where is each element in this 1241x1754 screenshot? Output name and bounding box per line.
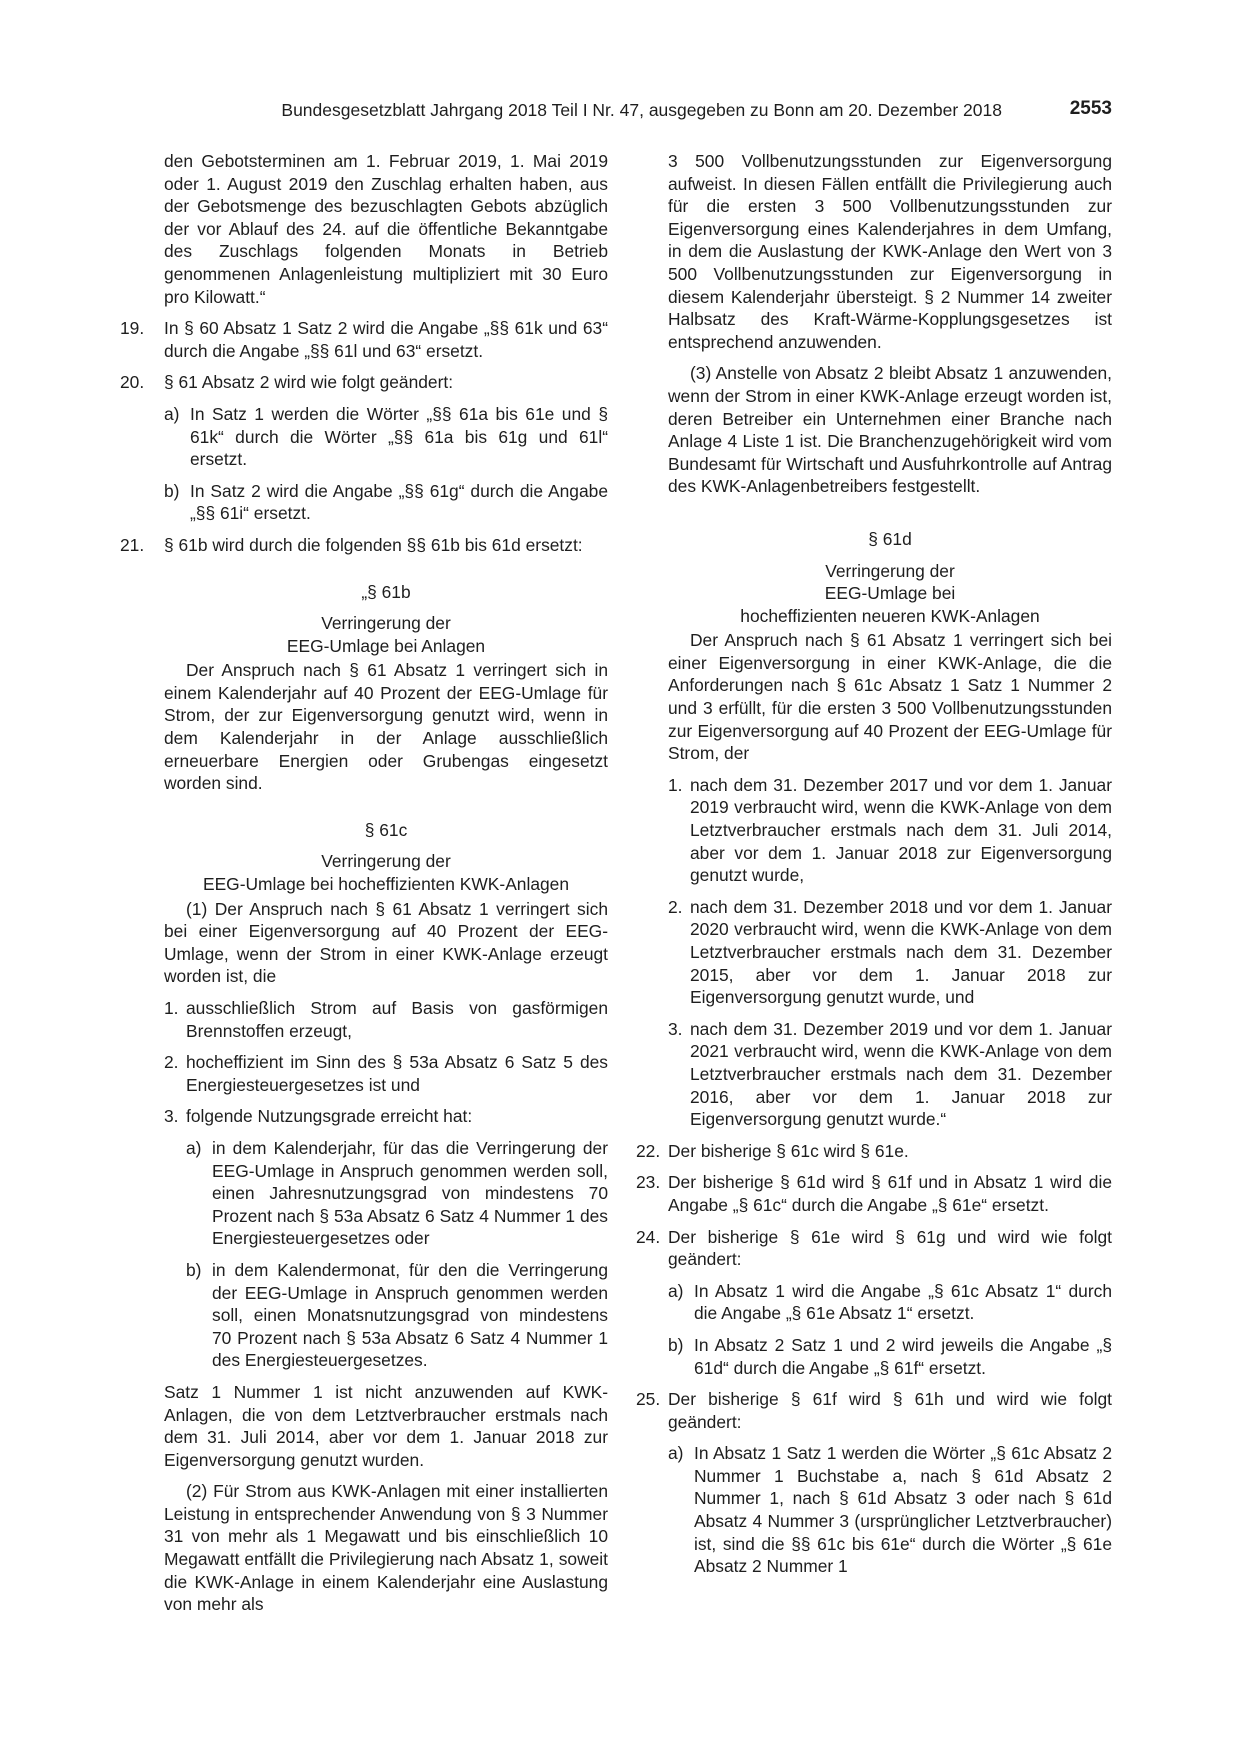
item-number: 1. [668, 774, 683, 795]
item-text: In Absatz 1 wird die Angabe „§ 61c Absatz 1“ durch die Angabe „§ 61e Absatz 1“ ersetzt. [694, 1280, 1112, 1324]
item-number: 1. [164, 998, 179, 1018]
list-item-19 [120, 317, 608, 362]
section-title-61b-line1: Verringerung der [321, 613, 451, 634]
item-text: nach dem 31. Dezember 2019 und vor dem 1. Januar 2021 verbraucht wird, wenn die KWK-Anlage von dem Letztverbraucher erstmals nach dem 31. Dezember 2016, aber vor dem 1. Januar 2018 zur Eigenversorgung genutzt wurde.“ [690, 1018, 1112, 1130]
item-text: In Satz 1 werden die Wörter „§§ 61a bis 61e und § 61k“ durch die Wörter „§§ 61a bis 61g und 61l“ ersetzt. [190, 403, 608, 470]
section-61c-paragraph-1: (1) Der Anspruch nach § 61 Absatz 1 verringert sich bei einer Eigenversorgung auf 40 Prozent der EEG-Umlage, wenn der Strom in einer KWK-Anlage erzeugt worden ist, die [164, 898, 608, 987]
list-item-25 [636, 1388, 1112, 1433]
list-item-61d-2 [668, 896, 1112, 1009]
item-text: § 61b wird durch die folgenden §§ 61b bis 61d ersetzt: [164, 534, 583, 555]
list-item-61c-1 [164, 997, 608, 1042]
item-text: In Absatz 2 Satz 1 und 2 wird jeweils die Angabe „§ 61d“ durch die Angabe „§ 61f“ ersetzt. [694, 1334, 1112, 1378]
page-number: 2553 [1069, 98, 1112, 119]
section-title-61d-line3: hocheffizienten neueren KWK-Anlagen [740, 605, 1040, 626]
list-item-24b [668, 1334, 1112, 1379]
page-header [0, 98, 1112, 126]
item-text: Der bisherige § 61e wird § 61g und wird wie folgt geändert: [668, 1226, 1112, 1270]
section-number-61c: § 61c [364, 819, 408, 840]
list-item-24 [636, 1226, 1112, 1271]
list-item-61d-1 [668, 774, 1112, 887]
section-61c-sentence: Satz 1 Nummer 1 ist nicht anzuwenden auf KWK-Anlagen, die von dem Letztverbraucher erstmals nach dem 31. Juli 2014, aber vor dem 1. Januar 2018 zur Eigenversorgung genutzt wurden. [164, 1381, 608, 1470]
paragraph-continuation: den Gebotsterminen am 1. Februar 2019, 1. Mai 2019 oder 1. August 2019 den Zuschlag erhalten haben, aus der Gebotsmenge des bezuschlagten Gebots abzüglich der vor Ablauf des 24. auf die öffentliche Bekanntgabe des Zuschlags folgenden Monats in Betrieb genommenen Anlagenleistung multipliziert mit 30 Euro pro Kilowatt.“ [164, 151, 608, 307]
item-text: ausschließlich Strom auf Basis von gasförmigen Brennstoffen erzeugt, [186, 998, 608, 1041]
running-title: Bundesgesetzblatt Jahrgang 2018 Teil I Nr. 47, ausgegeben zu Bonn am 20. Dezember 2018 [281, 100, 1002, 120]
list-item-25a [668, 1442, 1112, 1578]
item-text: in dem Kalenderjahr, für das die Verringerung der EEG-Umlage in Anspruch genommen werden soll, einen Jahresnutzungsgrad von mindestens 70 Prozent nach § 53a Absatz 6 Satz 4 Nummer 1 des Energiesteuergesetzes oder [212, 1137, 608, 1249]
item-number: 25. [636, 1389, 661, 1410]
item-letter: b) [186, 1259, 202, 1280]
list-item-20b [164, 480, 608, 525]
item-text: Der bisherige § 61d wird § 61f und in Absatz 1 wird die Angabe „§ 61c“ durch die Angabe „§ 61e“ ersetzt. [668, 1172, 1112, 1215]
item-letter: b) [668, 1334, 684, 1355]
section-number-61d: § 61d [868, 528, 912, 549]
item-text: nach dem 31. Dezember 2017 und vor dem 1. Januar 2019 verbraucht wird, wenn die KWK-Anlage von dem Letztverbraucher erstmals nach dem 31. Juli 2014, aber vor dem 1. Januar 2018 zur Eigenversorgung genutzt wurde, [690, 774, 1112, 886]
list-item-61c-3b [164, 1259, 608, 1372]
left-column [120, 150, 608, 1616]
section-61c-paragraph-2: (2) Für Strom aus KWK-Anlagen mit einer installierten Leistung in entsprechender Anwendung von § 3 Nummer 31 von mehr als 1 Megawatt und bis einschließlich 10 Megawatt entfällt die Privilegierung nach Absatz 1, soweit die KWK-Anlage in einem Kalenderjahr eine Auslastung von mehr als [164, 1481, 608, 1615]
section-title-61c-line1: Verringerung der [321, 851, 451, 872]
section-61d-text: Der Anspruch nach § 61 Absatz 1 verringert sich bei einer Eigenversorgung in einer KWK-Anlage, die die Anforderungen nach § 61c Absatz 1 Satz 1 Nummer 2 und 3 erfüllt, für die ersten 3 500 Vollbenutzungsstunden zur Eigenversorgung auf 40 Prozent der EEG-Umlage für Strom, der [668, 630, 1112, 764]
section-title-61d-line2: EEG-Umlage bei [824, 583, 956, 604]
item-letter: b) [164, 480, 180, 501]
item-letter: a) [186, 1137, 202, 1158]
item-number: 2. [668, 896, 683, 917]
item-number: 21. [120, 534, 145, 555]
list-item-23 [636, 1171, 1112, 1216]
section-61b-text: Der Anspruch nach § 61 Absatz 1 verringert sich in einem Kalenderjahr auf 40 Prozent der EEG-Umlage für Strom, der zur Eigenversorgung genutzt wird, wenn in dem Kalenderjahr in der Anlage ausschließlich erneuerbare Energien oder Grubengas eingesetzt worden sind. [164, 660, 608, 794]
item-text: in dem Kalendermonat, für den die Verringerung der EEG-Umlage in Anspruch genommen werden soll, einen Monatsnutzungsgrad von mindestens 70 Prozent nach § 53a Absatz 6 Satz 4 Nummer 1 des Energiesteuergesetzes. [212, 1259, 608, 1371]
list-item-61d-3 [668, 1018, 1112, 1131]
item-text: In Satz 2 wird die Angabe „§§ 61g“ durch die Angabe „§§ 61i“ ersetzt. [190, 480, 608, 524]
item-number: 20. [120, 372, 145, 393]
item-letter: a) [164, 403, 180, 424]
section-number-61b: „§ 61b [361, 581, 411, 602]
list-item-22 [636, 1140, 1112, 1163]
item-number: 19. [120, 318, 145, 339]
paragraph-continuation: 3 500 Vollbenutzungsstunden zur Eigenversorgung aufweist. In diesen Fällen entfällt die Privilegierung auch für die ersten 3 500 Vollbenutzungsstunden zur Eigenversorgung eines Kalenderjahres in dem Umfang, in dem die Auslastung der KWK-Anlage den Wert von 3 500 Vollbenutzungsstunden zur Eigenversorgung in diesem Kalenderjahr übersteigt. § 2 Nummer 14 zweiter Halbsatz des Kraft-Wärme-Kopplungsgesetzes ist entsprechend anzuwenden. [668, 151, 1112, 352]
item-text: Der bisherige § 61f wird § 61h und wird wie folgt geändert: [668, 1389, 1112, 1432]
item-letter: a) [668, 1443, 684, 1464]
section-title-61d-line1: Verringerung der [825, 560, 955, 581]
list-item-21 [120, 534, 608, 557]
item-number: 3. [164, 1106, 179, 1127]
item-text: § 61 Absatz 2 wird wie folgt geändert: [164, 372, 454, 393]
item-text: folgende Nutzungsgrade erreicht hat: [186, 1106, 473, 1127]
section-title-61c-line2: EEG-Umlage bei hocheffizienten KWK-Anlagen [202, 874, 570, 895]
list-item-61c-3 [164, 1105, 608, 1128]
list-item-20a [164, 403, 608, 471]
list-item-61c-2 [164, 1051, 608, 1096]
right-column [636, 150, 1112, 1578]
item-number: 23. [636, 1172, 661, 1193]
section-title-61b-line2: EEG-Umlage bei Anlagen [286, 635, 486, 656]
section-61c-paragraph-3: (3) Anstelle von Absatz 2 bleibt Absatz 1 anzuwenden, wenn der Strom in einer KWK-Anlage erzeugt worden ist, deren Betreiber ein Unternehmen einer Branche nach Anlage 4 Liste 1 ist. Die Branchenzugehörigkeit wird vom Bundesamt für Wirtschaft und Ausfuhrkontrolle auf Antrag des KWK-Anlagenbetreibers festgestellt. [668, 363, 1112, 497]
item-text: hocheffizient im Sinn des § 53a Absatz 6 Satz 5 des Energiesteuergesetzes ist und [186, 1052, 608, 1095]
item-number: 22. [636, 1140, 661, 1161]
item-number: 24. [636, 1226, 661, 1247]
item-number: 2. [164, 1052, 179, 1073]
list-item-61c-3a [164, 1137, 608, 1250]
item-text: Der bisherige § 61c wird § 61e. [668, 1140, 909, 1161]
item-letter: a) [668, 1280, 684, 1301]
item-number: 3. [668, 1018, 683, 1039]
list-item-20 [120, 371, 608, 394]
item-text: nach dem 31. Dezember 2018 und vor dem 1. Januar 2020 verbraucht wird, wenn die KWK-Anlage von dem Letztverbraucher erstmals nach dem 31. Dezember 2015, aber vor dem 1. Januar 2018 zur Eigenversorgung genutzt wurde, und [690, 896, 1112, 1008]
item-text: In Absatz 1 Satz 1 werden die Wörter „§ 61c Absatz 2 Nummer 1 Buchstabe a, nach § 61d Absatz 2 Nummer 1, nach § 61d Absatz 3 oder nach § 61d Absatz 4 Nummer 3 (ursprünglicher Letztverbraucher) ist, sind die §§ 61c bis 61e“ durch die Wörter „§ 61e Absatz 2 Nummer 1 [694, 1443, 1112, 1577]
list-item-24a [668, 1280, 1112, 1325]
item-text: In § 60 Absatz 1 Satz 2 wird die Angabe „§§ 61k und 63“ durch die Angabe „§§ 61l und 63“ ersetzt. [164, 318, 608, 361]
